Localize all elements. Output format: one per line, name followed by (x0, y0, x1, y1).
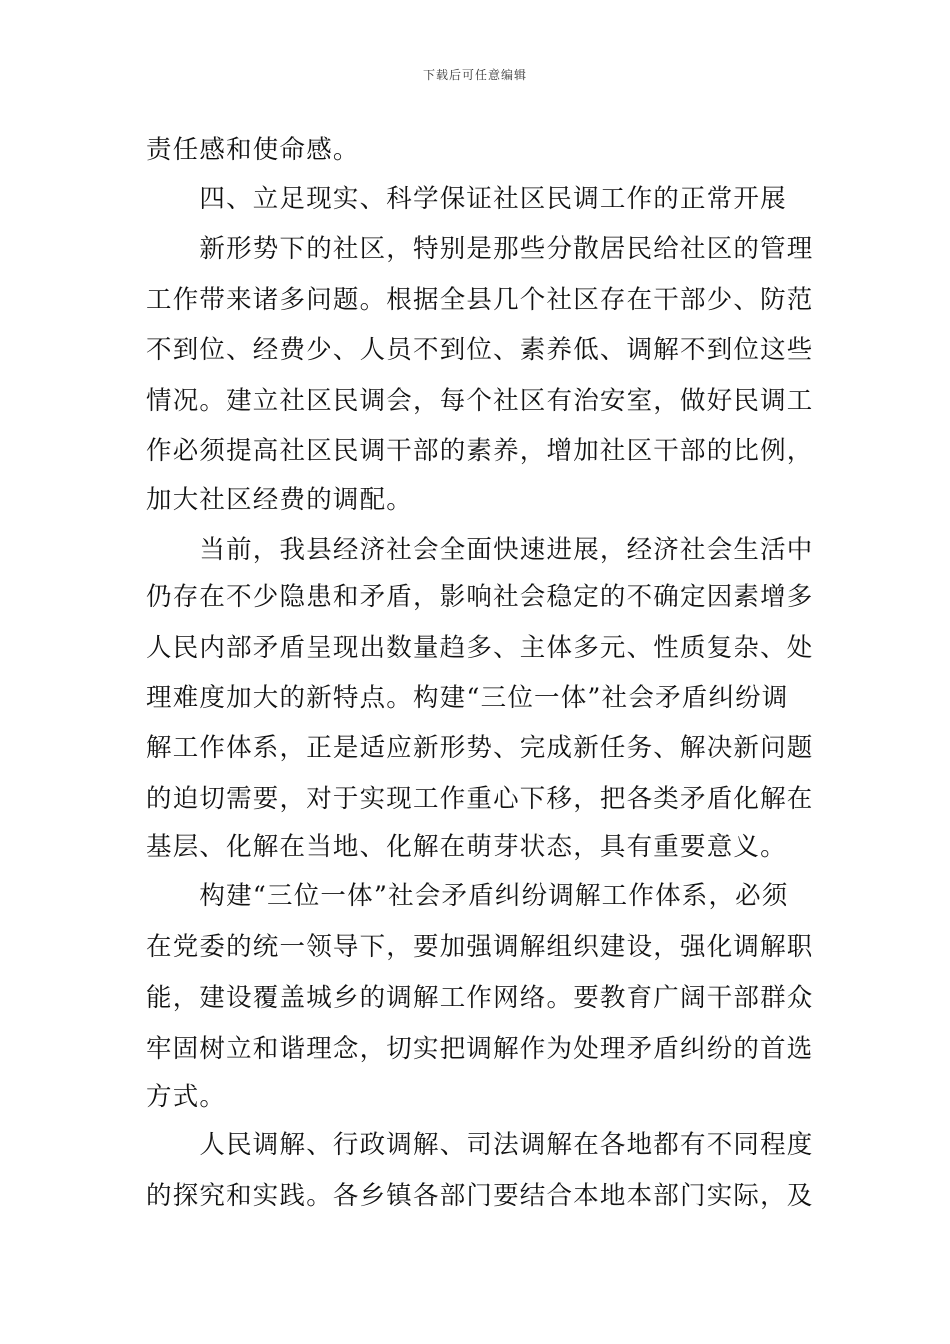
text-line: 构建“三位一体”社会矛盾纠纷调解工作体系，必须 (146, 881, 789, 911)
text-line: 人民内部矛盾呈现出数量趋多、主体多元、性质复杂、处 (146, 633, 814, 663)
text-line: 能，建设覆盖城乡的调解工作网络。要教育广阔干部群众 (146, 983, 814, 1013)
text-line: 理难度加大的新特点。构建“三位一体”社会矛盾纠纷调 (146, 683, 789, 713)
text-line: 的迫切需要，对于实现工作重心下移，把各类矛盾化解在 (146, 784, 814, 814)
text-line: 情况。建立社区民调会，每个社区有治安室，做好民调工 (146, 386, 814, 416)
text-line: 人民调解、行政调解、司法调解在各地都有不同程度 (146, 1130, 814, 1160)
text-line: 作必须提高社区民调干部的素养，增加社区干部的比例， (146, 436, 814, 466)
text-line: 工作带来诸多问题。根据全县几个社区存在干部少、防范 (146, 285, 814, 315)
text-line: 在党委的统一领导下，要加强调解组织建设，强化调解职 (146, 932, 814, 962)
section-heading: 四、立足现实、科学保证社区民调工作的正常开展 (146, 184, 787, 214)
text-line: 不到位、经费少、人员不到位、素养低、调解不到位这些 (146, 335, 814, 365)
text-line: 加大社区经费的调配。 (146, 485, 414, 515)
text-line: 解工作体系，正是适应新形势、完成新任务、解决新问题 (146, 733, 814, 763)
text-line: 基层、化解在当地、化解在萌芽状态，具有重要意义。 (146, 832, 787, 862)
text-line: 仍存在不少隐患和矛盾，影响社会稳定的不确定因素增多 (146, 582, 814, 612)
text-line: 当前，我县经济社会全面快速进展，经济社会生活中 (146, 535, 814, 565)
text-line: 责任感和使命感。 (146, 135, 360, 165)
text-line: 的探究和实践。各乡镇各部门要结合本地本部门实际，及 (146, 1181, 814, 1211)
text-line: 新形势下的社区，特别是那些分散居民给社区的管理 (146, 234, 814, 264)
page-header-note: 下载后可任意编辑 (422, 68, 527, 82)
text-line: 牢固树立和谐理念，切实把调解作为处理矛盾纠纷的首选 (146, 1034, 814, 1064)
text-line: 方式。 (146, 1082, 227, 1112)
